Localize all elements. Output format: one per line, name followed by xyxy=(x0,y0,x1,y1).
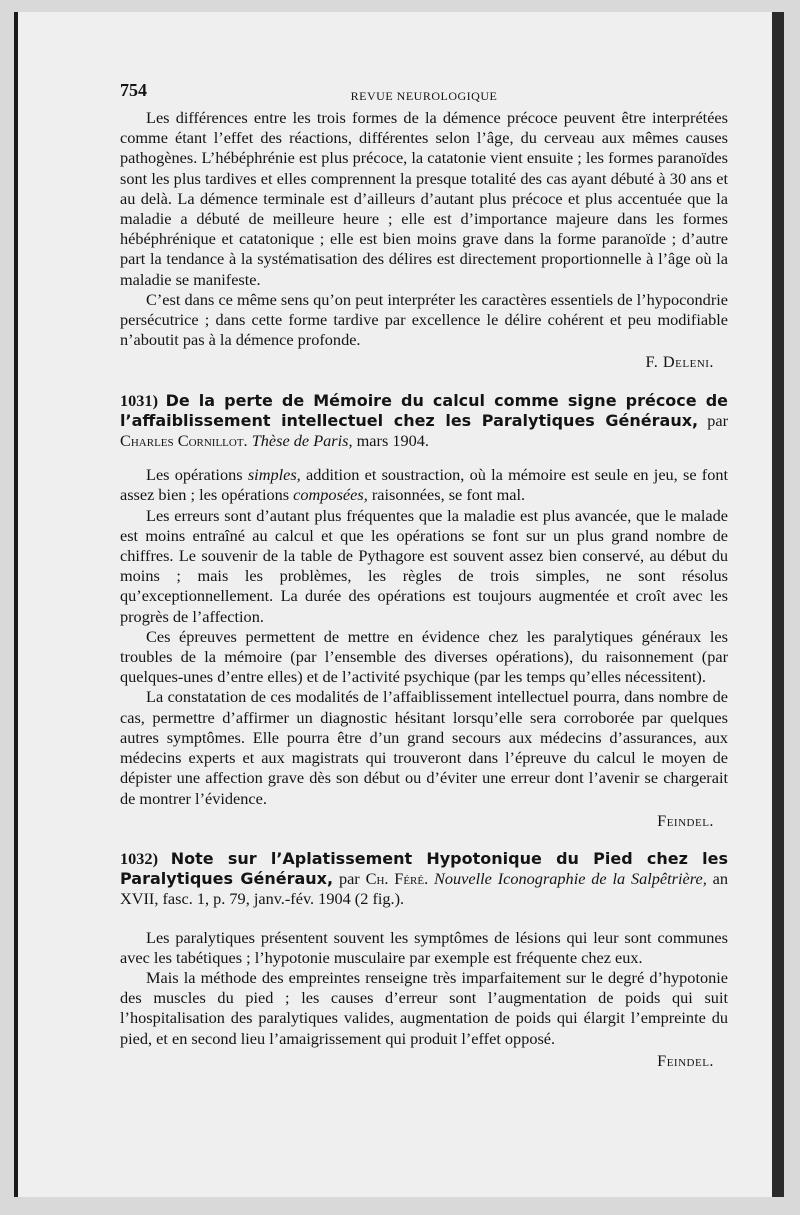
entry-1031-paragraph-1 xyxy=(120,465,728,505)
entry-1031-author: Charles Cornillot. xyxy=(120,431,248,451)
page-header xyxy=(120,80,728,108)
entry-1032 xyxy=(120,849,728,1071)
entry-1031-paragraph-4: La constatation de ces modalités de l’affaiblissement intellectuel pourra, dans nombre de cas, permettre d’affirmer un diagnostic hésitant lorsqu’elle sera corroborée par quelques autres symptômes. Elle pourra être d’un grand secours aux médecins d’assurances, aux médecins experts et aux magistrats qui trouveront dans l’épreuve du calcul le moyen de dépister une affection grave dès son début ou d’éviter une erreur dont l’avenir se chargerait de montrer l’évidence. xyxy=(120,687,728,808)
entry-1032-number: 1032) xyxy=(120,848,158,868)
entry-1031-date: mars 1904. xyxy=(356,431,429,451)
running-title: REVUE NEUROLOGIQUE xyxy=(350,89,498,103)
entry-1032-journal: Nouvelle Iconographie de la Salpêtrière, xyxy=(434,869,707,889)
text-run-composees: composées, xyxy=(293,485,368,505)
entry-1031-paragraph-2: Les erreurs sont d’autant plus fréquentes que la maladie est plus avancée, que le malade est moins entraîné au calcul et que les opérations se font sur un plus grand nombre de chiffres. Le souvenir de la table de Pythagore est souvent assez bien conservé, au début du moins ; mais les problèmes, les règles de trois simples, ne sont résolus qu’exceptionnellement. La durée des opérations est toujours augmentée et croît avec les progrès de l’affection. xyxy=(120,505,728,626)
entry-1031-number: 1031) xyxy=(120,390,158,410)
entry-1032-paragraph-2: Mais la méthode des empreintes renseigne très imparfaitement sur le degré d’hypotonie des muscles du pied ; les causes d’erreur sont l’augmentation de poids qui suit l’hospitalisation des paralytiques valides, augmentation de poids qui élargit l’empreinte du pied, et en second lieu l’amaigrissement qui produit l’effet opposé. xyxy=(120,967,728,1048)
entry-1032-author: Ch. Féré. xyxy=(365,869,429,889)
entry-1031 xyxy=(120,391,728,831)
signature-deleni: F. Deleni. xyxy=(645,352,714,372)
text-run: Les opérations xyxy=(146,465,243,485)
entry-1032-details: an XVII, fasc. 1, p. 79, janv.-fév. 1904 (2 fig.). xyxy=(120,869,729,909)
entry-1032-par: par xyxy=(338,869,360,889)
entry-1031-par: par xyxy=(707,410,728,430)
previous-paragraph-1: Les différences entre les trois formes de la démence précoce peuvent être interprétées comme étant l’effet des réactions, différentes selon l’âge, du cerveau aux mêmes causes pathogènes. L’hébéphrénie est plus précoce, la catatonie vient ensuite ; les formes paranoïdes sont les plus tardives et elles comprennent la presque totalité des cas ayant débuté à 30 ans et au delà. La démence terminale est d’ailleurs d’autant plus précoce et plus accentuée que la maladie a débuté de meilleure heure ; elle est d’importance majeure dans les formes hébéphrénique et catatonique ; elle est bien moins grave dans la forme paranoïde ; d’autre part la tendance à la systématisation des délires est directement proportionnelle à l’âge où la maladie se manifeste. xyxy=(120,108,728,289)
previous-paragraph-2: C’est dans ce même sens qu’on peut interpréter les caractères essentiels de l’hypocondrie persécutrice ; dans cette forme tardive par excellence le délire cohérent et peu modifiable n’aboutit pas à la démence profonde. xyxy=(120,289,728,350)
text-run: addition et soustraction, où la mémoire est seule en jeu, se font assez bien ; les opérations xyxy=(120,465,729,505)
signature-feindel-1031: Feindel. xyxy=(657,810,714,830)
entry-1031-paragraph-3: Ces épreuves permettent de mettre en évidence chez les paralytiques généraux les troubles de la mémoire (par l’ensemble des diverses opérations), du raisonnement (par quelques-unes d’entre elles) et de l’activité psychique (par les temps qu’elles nécessitent). xyxy=(120,626,728,687)
scanned-page xyxy=(14,12,784,1197)
text-run: raisonnées, se font mal. xyxy=(371,485,526,505)
entry-1031-title: De la perte de Mémoire du calcul comme signe précoce de l’affaiblissement intellectuel chez les Paralytiques Généraux, xyxy=(120,390,728,430)
entry-1032-heading xyxy=(120,849,728,910)
entry-1032-title: Note sur l’Aplatissement Hypotonique du Pied chez les Paralytiques Généraux, xyxy=(120,848,728,889)
entry-1031-heading xyxy=(120,391,728,452)
entry-1031-source: Thèse de Paris, xyxy=(251,431,353,451)
signature-feindel-1032: Feindel. xyxy=(657,1050,714,1070)
entry-1032-paragraph-1: Les paralytiques présentent souvent les symptômes de lésions qui leur sont communes avec les tabétiques ; l’hypotonie musculaire par exemple est fréquente chez eux. xyxy=(120,927,728,967)
page-content xyxy=(120,80,728,1071)
text-run-simples: simples, xyxy=(247,465,301,485)
page-number: 754 xyxy=(120,80,147,100)
